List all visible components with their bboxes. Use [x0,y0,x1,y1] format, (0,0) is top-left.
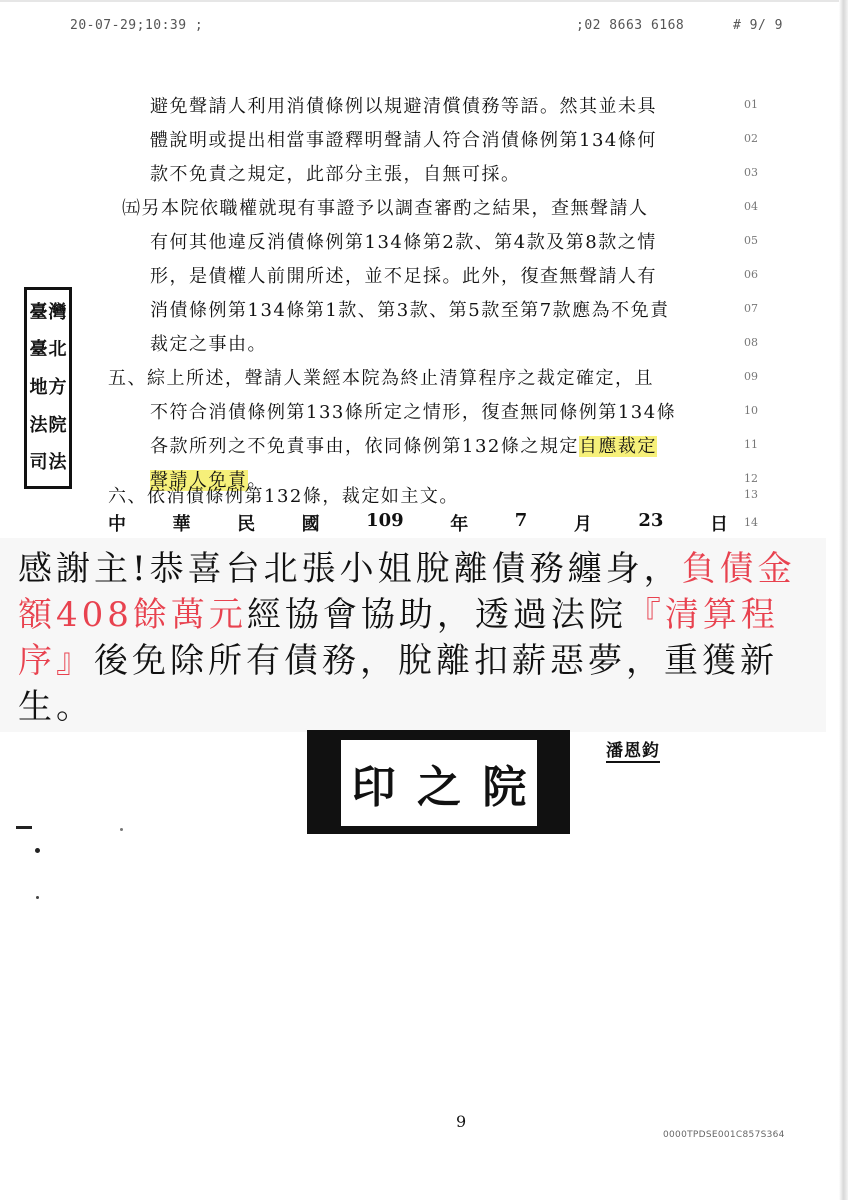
line-number: 14 [744,516,758,529]
scan-mark [16,826,32,829]
highlighted-text: 自應裁定 [578,436,657,457]
scan-speck [35,848,40,853]
item-prefix: ㈤ [122,198,142,219]
item-prefix: 六、 [108,486,147,507]
body-line: 款不免責之規定，此部分主張，自無可採。 [150,164,521,185]
line-number: 04 [744,200,758,213]
line-number: 03 [744,166,758,179]
line-number: 12 [744,472,758,485]
body-line: 避免聲請人利用消債條例以規避清償債務等語。然其並未具 [150,96,657,117]
body-line: 聲請人免責。 [150,470,267,491]
clerk-name-stamp: 潘恩鈞 [606,736,660,763]
body-line: 各款所列之不免責事由，依同條例第132條之規定自應裁定 [150,436,657,457]
scan-top-edge [0,0,848,2]
line-number: 13 [744,488,758,501]
highlighted-text: 聲請人免責 [150,470,248,491]
ruling-date: 中 華 民 國 109 年 7 月 23 日 [108,510,728,535]
body-line: 五、綜上所述，聲請人業經本院為終止清算程序之裁定確定，且 [108,368,654,389]
line-number: 07 [744,302,758,315]
fax-phone: ;02 8663 6168 [576,18,685,33]
line-number: 01 [744,98,758,111]
fax-page-count: # 9/ 9 [733,18,783,33]
body-line: 體說明或提出相當事證釋明聲請人符合消債條例第134條何 [150,130,657,151]
page-number: 9 [456,1112,467,1131]
body-line: 六、依消債條例第132條，裁定如主文。 [108,486,459,507]
body-line: 形，是債權人前開所述，並不足採。此外，復查無聲請人有 [150,266,657,287]
body-line: 不符合消債條例第133條所定之情形，復查無同條例第134條 [150,402,677,423]
scan-speck [120,828,123,831]
item-prefix: 五、 [108,368,147,389]
court-seal-stamp: 印 之 院 [307,730,570,834]
debt-amount: 負債金額408餘萬元 [18,549,796,635]
testimonial-caption: 感謝主!恭喜台北張小姐脫離債務纏身，負債金額408餘萬元經協會協助，透過法院『清算程序』後免除所有債務，脫離扣薪惡夢，重獲新生。 [18,549,796,727]
line-number: 05 [744,234,758,247]
body-line: 裁定之事由。 [150,334,267,355]
line-number: 09 [744,370,758,383]
body-line: 有何其他違反消債條例第134條第2款、第4款及第8款之情 [150,232,657,253]
court-seal-left: 臺 灣 臺 北 地 方 法 院 司 法 [24,287,72,489]
scan-speck [36,896,39,899]
document-code: 0000TPDSE001C857S364 [663,1130,785,1140]
scan-right-edge [839,0,848,1200]
body-line: ㈤另本院依職權就現有事證予以調查審酌之結果，查無聲請人 [122,198,649,219]
fax-timestamp: 20-07-29;10:39 ; [70,18,204,33]
liquidation-procedure: 『清算程序』 [18,595,779,681]
line-number: 06 [744,268,758,281]
line-number: 08 [744,336,758,349]
body-line: 消債條例第134條第1款、第3款、第5款至第7款應為不免責 [150,300,670,321]
line-number: 02 [744,132,758,145]
line-number: 10 [744,404,758,417]
line-number: 11 [744,438,758,451]
